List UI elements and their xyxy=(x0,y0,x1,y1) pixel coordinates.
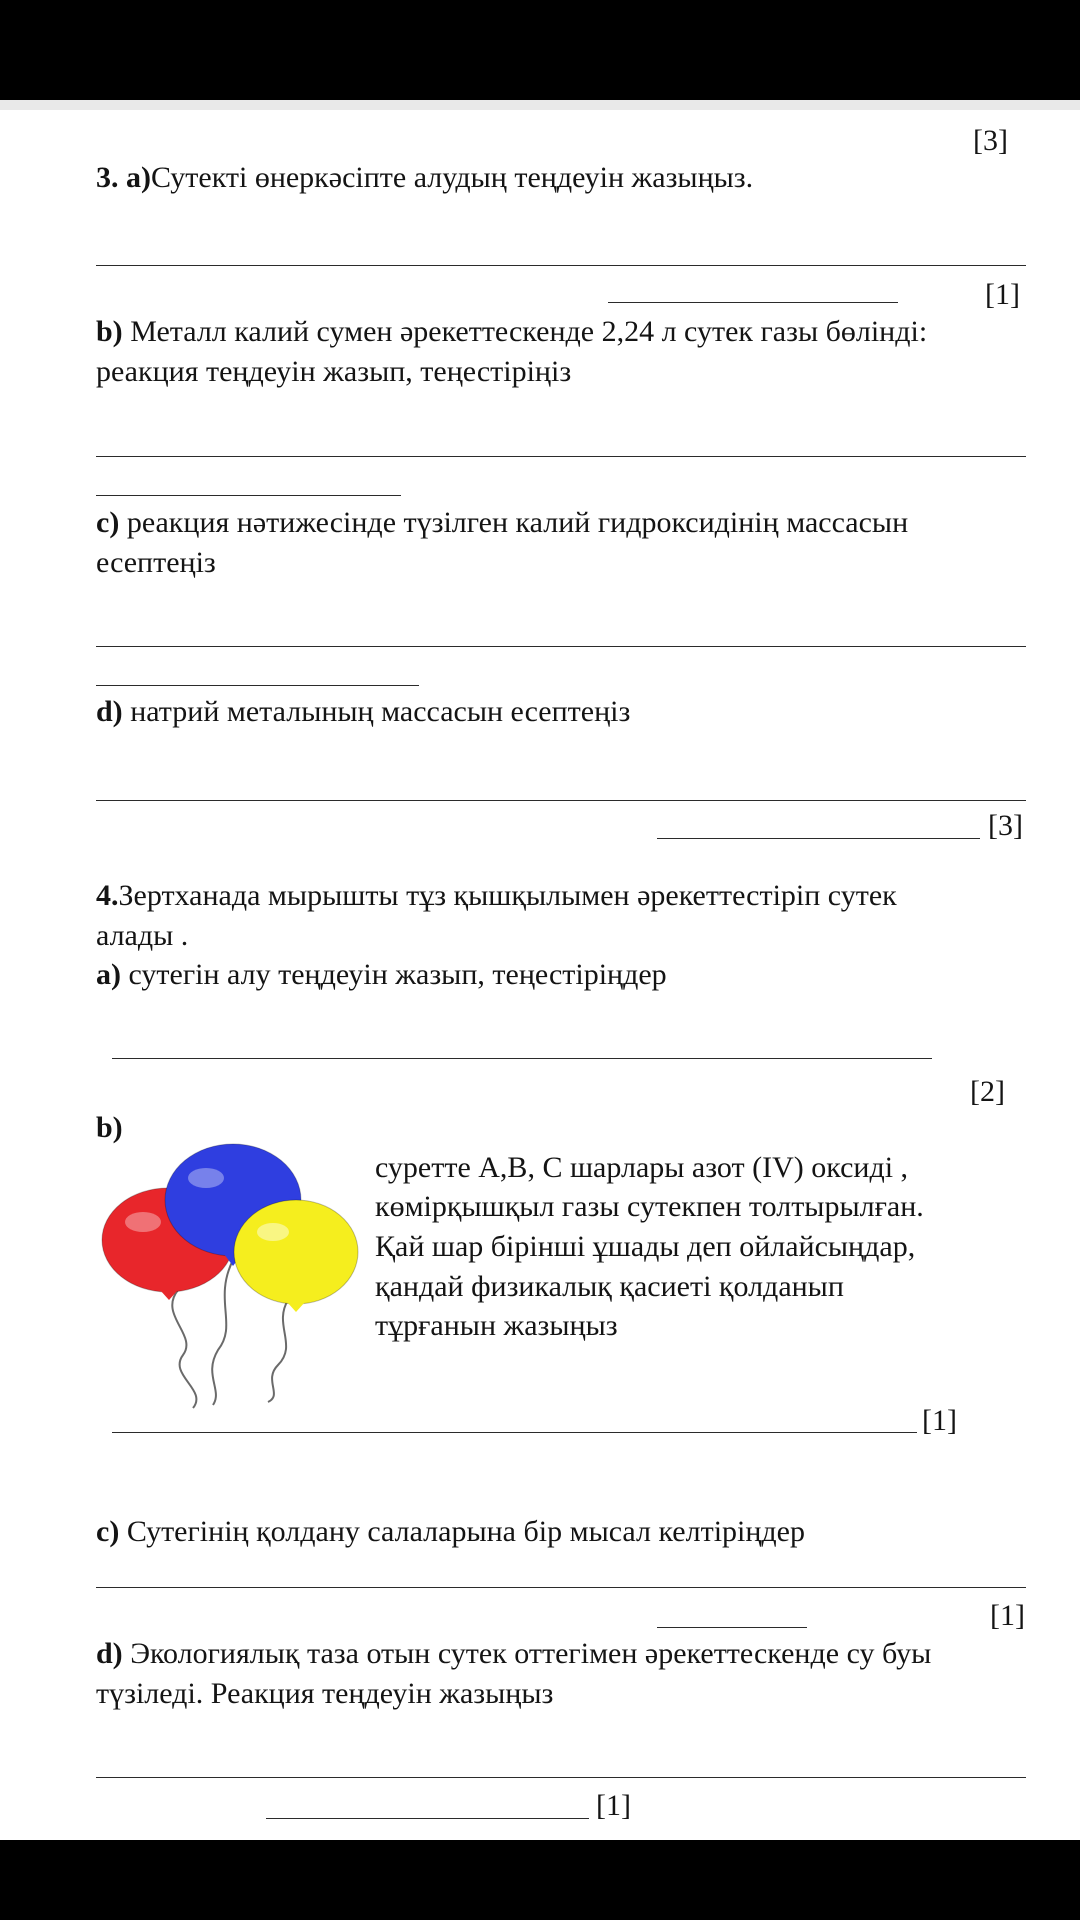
q3d-mark: [3] xyxy=(988,809,1023,842)
balloon-string-blue xyxy=(212,1260,233,1405)
q3b-prompt-line2: реакция теңдеуін жазып, теңестіріңіз xyxy=(96,355,572,388)
q4c-text: Сутегінің қолдану салаларына бір мысал келтіріңдер xyxy=(119,1515,805,1548)
q4d-prompt-line2: түзіледі. Реакция теңдеуін жазыңыз xyxy=(96,1677,554,1710)
balloon-blue-shine xyxy=(188,1168,224,1188)
balloon-yellow-shine xyxy=(257,1223,289,1241)
q4b-mark: [1] xyxy=(922,1404,957,1437)
q4d-text-1: Экологиялық таза отын сутек оттегімен әрекеттескенде су буы xyxy=(122,1637,932,1670)
q3a-answer-line-2[interactable] xyxy=(608,302,898,303)
q3c-answer-line-1[interactable] xyxy=(96,646,1026,647)
balloon-yellow-body xyxy=(234,1200,358,1304)
q3-marks-top: [3] xyxy=(973,124,1008,157)
q4b-text-line: тұрғанын жазыңыз xyxy=(375,1309,618,1342)
q4d-answer-line-2[interactable] xyxy=(266,1818,589,1819)
balloon-red-shine xyxy=(125,1212,161,1232)
q4b-text-line: суретте А,В, С шарлары азот (IV) оксиді , xyxy=(375,1151,909,1184)
balloons-illustration xyxy=(88,1140,388,1410)
q3d-text: натрий металының массасын есептеңіз xyxy=(122,695,631,728)
q3c-prompt-line1 xyxy=(96,503,908,543)
q4a-prompt xyxy=(96,955,667,995)
q4b-text-line: Қай шар бірінші ұшады деп ойлайсыңдар, xyxy=(375,1230,916,1263)
q4c-answer-line-2[interactable] xyxy=(657,1627,807,1628)
q4d-prompt-line1 xyxy=(96,1634,931,1674)
q3a-text: Сутекті өнеркәсіпте алудың теңдеуін жазыңыз. xyxy=(151,161,754,194)
q4a-mark: [2] xyxy=(970,1075,1005,1108)
q3b-label: b) xyxy=(96,315,123,348)
status-bar xyxy=(0,0,1080,100)
q3d-answer-line-1[interactable] xyxy=(96,800,1026,801)
q4a-label: а) xyxy=(96,958,121,991)
q4-label: 4. xyxy=(96,879,119,912)
q4d-label: d) xyxy=(96,1637,123,1670)
q4c-prompt xyxy=(96,1512,805,1552)
q4b-text-line: көмірқышқыл газы сутекпен толтырылған. xyxy=(375,1190,924,1223)
q4-intro-text-1: Зертханада мырышты тұз қышқылымен әрекеттестіріп сутек xyxy=(118,879,897,912)
q3a-answer-line-1[interactable] xyxy=(96,265,1026,266)
q4a-answer-line[interactable] xyxy=(112,1058,932,1059)
balloon-string-yellow xyxy=(268,1300,288,1402)
balloon-yellow xyxy=(234,1200,358,1312)
navigation-bar xyxy=(0,1840,1080,1920)
q3c-text-1: реакция нәтижесінде түзілген калий гидроксидінің массасын xyxy=(119,506,909,539)
q3a-prompt xyxy=(96,158,753,198)
top-divider xyxy=(0,100,1080,110)
q3d-answer-line-2[interactable] xyxy=(657,838,980,839)
q3b-prompt-line1 xyxy=(96,312,927,352)
q4c-answer-line-1[interactable] xyxy=(96,1587,1026,1588)
q4b-answer-line[interactable] xyxy=(112,1432,917,1433)
q3d-label: d) xyxy=(96,695,123,728)
q3d-prompt xyxy=(96,692,630,732)
q4c-mark: [1] xyxy=(990,1599,1025,1632)
q3a-label: 3. а) xyxy=(96,161,151,194)
q4-intro-line1 xyxy=(96,876,897,916)
q4b-text-line: қандай физикалық қасиеті қолданып xyxy=(375,1270,844,1303)
q4a-text: сутегін алу теңдеуін жазып, теңестіріңдер xyxy=(121,958,667,991)
q3b-text-1: Металл калий сумен әрекеттескенде 2,24 л сутек газы бөлінді: xyxy=(122,315,928,348)
q4d-answer-line-1[interactable] xyxy=(96,1777,1026,1778)
q3c-answer-line-2[interactable] xyxy=(96,685,419,686)
q3b-answer-line-2[interactable] xyxy=(96,495,401,496)
q4c-label: c) xyxy=(96,1515,120,1548)
q4d-mark: [1] xyxy=(596,1789,631,1822)
balloon-string-red xyxy=(172,1290,196,1408)
q4b-label: b) xyxy=(96,1111,123,1144)
q3c-prompt-line2: есептеңіз xyxy=(96,546,216,579)
q4-intro-line2: алады . xyxy=(96,919,189,952)
q3b-answer-line-1[interactable] xyxy=(96,456,1026,457)
q3c-label: c) xyxy=(96,506,120,539)
q3a-mark: [1] xyxy=(985,278,1020,311)
balloon-yellow-knot xyxy=(287,1302,305,1312)
